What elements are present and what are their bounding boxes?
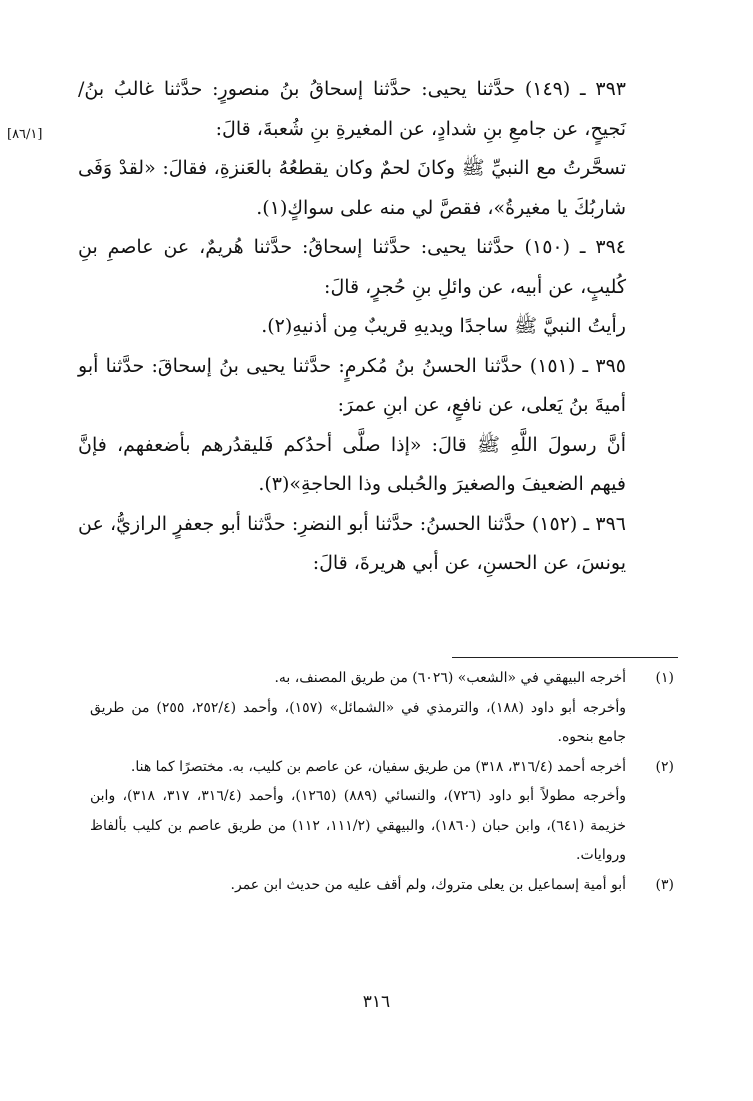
hadith-395 [78,347,626,505]
footnote-divider [452,657,678,658]
footnote-text: وأخرجه مطولاً أبو داود (٧٢٦)، والنسائي (٨٨٩) (١٢٦٥)، وأحمد (٣١٦/٤، ٣١٧، ٣١٨)، وابن خزيمة (٦٤١)، وابن حبان (١٨٦٠)، والبيهقي (١١١/٢، ١١٢) من طريق عاصم بن كليب بألفاظ وروايات. [90,788,627,863]
hadith-matn: رأيتُ النبيَّ ﷺ ساجدًا ويديهِ قريبٌ مِن أذنيهِ(٢). [261,315,626,337]
footnote-3 [90,871,674,901]
page-number: ٣١٦ [362,992,391,1012]
footnotes [90,664,674,900]
footnote-1 [90,664,674,753]
hadith-isnad: ٣٩٥ ـ (١٥١) حدَّثنا الحسنُ بنُ مُكرمٍ: حدَّثنا يحيى بنُ إسحاقَ: حدَّثنا أبو أميةَ بنُ يَعلى، عن نافعٍ، عن ابنِ عمرَ: [78,354,626,416]
hadith-isnad: ٣٩٤ ـ (١٥٠) حدَّثنا يحيى: حدَّثنا إسحاقُ: حدَّثنا هُريمٌ، عن عاصمِ بنِ كُليبٍ، عن أبيه، عن وائلِ بنِ حُجرٍ، قالَ: [78,236,626,298]
hadith-isnad: ٣٩٦ ـ (١٥٢) حدَّثنا الحسنُ: حدَّثنا أبو النضرِ: حدَّثنا أبو جعفرٍ الرازيُّ، عن يونسَ، عن الحسنِ، عن أبي هريرةَ، قالَ: [78,512,626,574]
footnote-number: (٣) [655,876,674,893]
footnote-2 [90,753,674,871]
hadith-matn: تسحَّرتُ مع النبيِّ ﷺ وكانَ لحمٌ وكان يقطعُهُ بالعَنزةِ، فقالَ: «لقدْ وَفَى شاربُكَ يا مغيرةُ»، فقصَّ لي منه على سواكٍ(١). [78,157,626,219]
hadith-393 [78,70,626,228]
footnote-text: وأخرجه أبو داود (١٨٨)، والترمذي في «الشمائل» (١٥٧)، وأحمد (٢٥٢/٤، ٢٥٥) من طريق جامع بنحوه. [90,699,626,745]
footnote-text: أخرجه أحمد (٣١٦/٤، ٣١٨) من طريق سفيان، عن عاصم بن كليب، به. مختصرًا كما هنا. [130,758,626,775]
hadith-matn: أنَّ رسولَ اللَّهِ ﷺ قالَ: «إذا صلَّى أحدُكم فَليقدُرهم بأضعفهم، فإنَّ فيهم الضعيفَ والصغيرَ والحُبلى وذا الحاجةِ»(٣). [78,433,626,495]
hadith-396 [78,505,626,584]
hadith-394 [78,228,626,347]
footnote-text: أبو أمية إسماعيل بن يعلى متروك، ولم أقف عليه من حديث ابن عمر. [230,876,626,893]
footnote-text: أخرجه البيهقي في «الشعب» (٦٠٢٦) من طريق المصنف، به. [274,670,626,686]
hadith-isnad: ٣٩٣ ـ (١٤٩) حدَّثنا يحيى: حدَّثنا إسحاقُ بنُ منصورٍ: حدَّثنا غالبُ بنُ/ نَجيحٍ، عن جامعِ بنِ شدادٍ، عن المغيرةِ بنِ شُعبةَ، قالَ: [78,78,627,140]
footnote-number: (٢) [655,758,674,775]
main-text [78,70,626,584]
footnote-number: (١) [655,670,674,686]
margin-volume-reference: [٨٦/١] [7,127,43,142]
